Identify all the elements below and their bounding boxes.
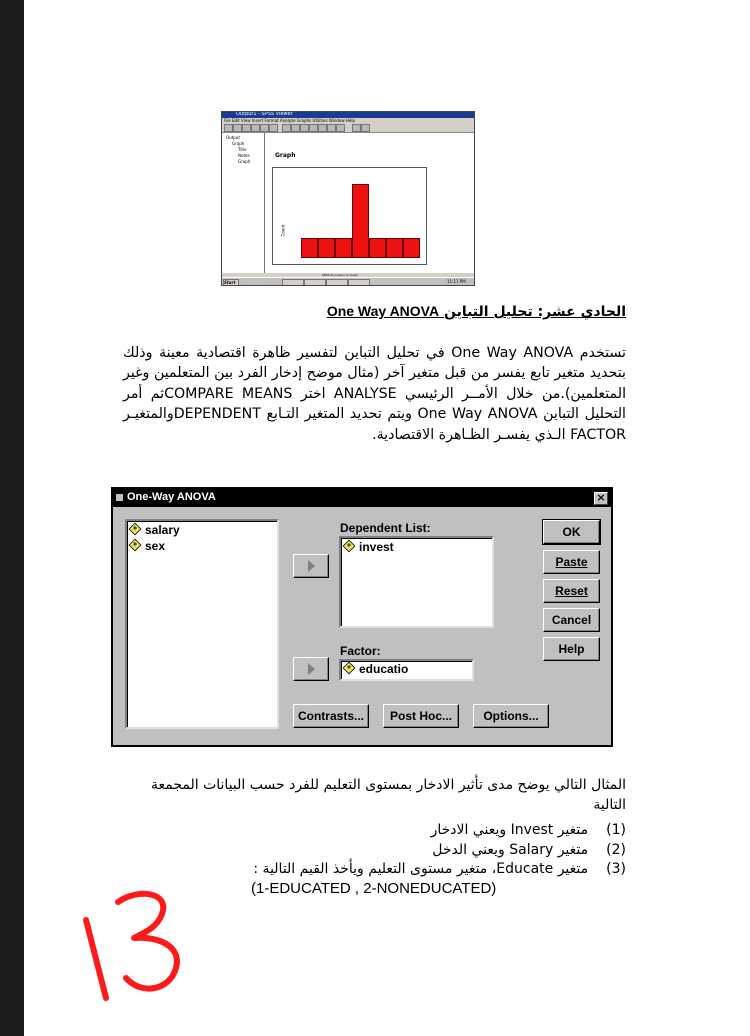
help-button[interactable]: Help [543,637,600,661]
move-to-factor-arrow-button[interactable] [293,657,329,681]
outline-tree [222,133,265,273]
graph-bar [403,238,420,258]
close-icon[interactable]: × [594,492,608,505]
heading-english: One Way ANOVA [326,303,440,319]
handwritten-page-number [78,880,188,1010]
dialog-title: One-Way ANOVA [127,491,216,503]
options-button[interactable]: Options... [473,704,549,728]
list-text: متغير Invest ويعني الادخار [430,822,589,838]
list-text: متغير Educate، متغير مستوى التعليم ويأخذ القيم التالية : [253,861,589,877]
list-item [431,822,626,838]
graph-frame [272,167,427,265]
y-axis-label: Count [280,224,286,237]
graph-bar [386,238,403,258]
viewer-menu-text: File Edit View Insert Format Analyze Graphs Utilities Window Help [224,118,356,123]
list-item [432,842,626,858]
tree-item: Title [238,147,247,152]
graph-bar [352,184,369,258]
graph-title: Graph [275,152,296,159]
graph-bar [369,238,386,258]
dependent-list-label: Dependent List: [340,521,431,535]
list-number: (1) [606,822,626,838]
tree-item: Output [226,135,240,140]
ok-button[interactable]: OK [543,520,600,544]
variables-listbox[interactable] [125,519,279,729]
cancel-button[interactable]: Cancel [543,608,600,632]
scale-variable-icon [129,523,142,536]
reset-button[interactable]: Reset [543,579,600,603]
factor-field[interactable] [339,659,474,681]
post-hoc-button[interactable]: Post Hoc... [383,704,459,728]
list-item [253,861,626,877]
list-number: (3) [606,861,626,877]
variable-label: invest [359,540,394,554]
scale-variable-icon [129,539,142,552]
paste-button[interactable]: Paste [543,550,600,574]
graph-bar [318,238,335,258]
scale-variable-icon [343,662,356,675]
variable-label: salary [145,523,180,537]
taskbar [222,277,474,286]
heading-arabic: الحادي عشر: تحليل التباين [443,304,626,320]
dialog-app-icon [116,494,123,501]
scale-variable-icon [343,540,356,553]
graph-bar [301,238,318,258]
intro-paragraph: تستخدم One Way ANOVA في تحليل التباين لتفسير ظاهرة اقتصادية معينة وذلك بتحديد متغير تابع يفسر من قبل متغير آخر (مثال موضح إدخار الفرد بين المتعلمين وغير المتعلمين).من خلال الأمــر الرئيسي ANALYSE اختر COMPARE MEANSثم أمر التحليل التباين One Way ANOVA ويتم تحديد المتغير التـابع DEPENDENTوالمتغيـر FACTOR الـذي يفسـر الظـاهرة الاقتصادية. [123,345,627,443]
output-pane [265,133,474,273]
education-codes: (1-EDUCATED , 2-NONEDUCATED) [251,880,497,897]
graph-bar [335,238,352,258]
variable-label: educatio [359,662,409,676]
list-number: (2) [606,842,626,858]
start-button: Start [223,279,239,286]
dialog-title-bar [113,489,611,507]
variable-label: sex [145,539,166,553]
example-paragraph: المثال التالي يوضح مدى تأثير الادخار بمستوى التعليم للفرد حسب البيانات المجمعة التالية [151,777,626,813]
tree-item: Graph [238,159,251,164]
dependent-listbox[interactable] [339,536,494,628]
viewer-title: Output1 - SPSS Viewer [236,111,293,117]
dependent-item-invest[interactable] [343,540,394,554]
factor-item-educatio[interactable] [343,662,408,676]
tree-item: Notes [238,153,250,158]
variable-item-salary[interactable] [129,523,180,537]
tree-item: Graph [232,141,245,146]
one-way-anova-dialog [111,487,613,747]
status-text: SPSS Processor is ready [322,273,358,277]
move-to-dependent-arrow-button[interactable] [293,554,329,578]
spss-viewer-screenshot [221,111,475,286]
clock: 11:17 PM [447,279,466,284]
section-heading [327,303,626,320]
variable-item-sex[interactable] [129,539,165,553]
left-margin-bar [0,0,24,1036]
factor-label: Factor: [340,644,381,658]
list-text: متغير Salary ويعني الدخل [432,842,589,858]
viewer-toolbar [222,123,474,133]
contrasts-button[interactable]: Contrasts... [293,704,369,728]
